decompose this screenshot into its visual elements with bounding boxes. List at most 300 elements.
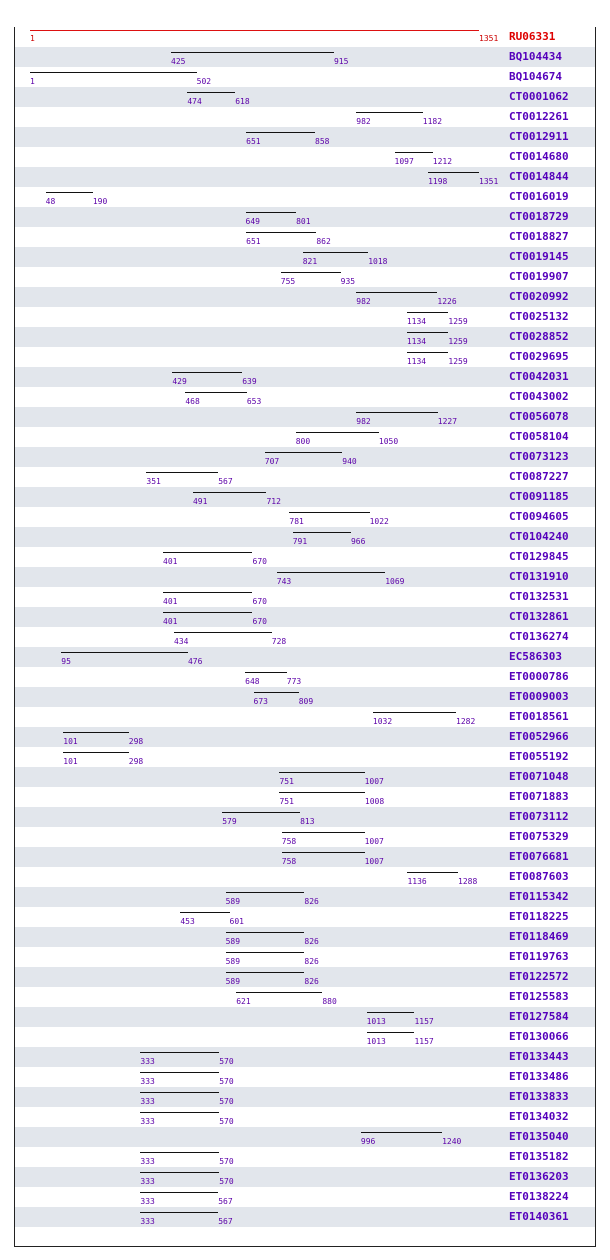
span-end-label: 826	[304, 937, 319, 946]
hit-span-bar	[163, 552, 252, 553]
hit-span-bar	[373, 712, 456, 713]
alignment-row	[15, 67, 595, 87]
accession-link[interactable]: ET0073112	[509, 810, 569, 823]
span-end-label: 1157	[414, 1017, 434, 1026]
span-start-label: 434	[174, 637, 189, 646]
alignment-row	[15, 247, 595, 267]
span-start-label: 333	[140, 1097, 155, 1106]
span-end-label: 1351	[479, 34, 499, 43]
span-start-label: 649	[245, 217, 260, 226]
span-end-label: 826	[304, 897, 319, 906]
hit-span-bar	[140, 1212, 218, 1213]
alignment-row	[15, 1107, 595, 1127]
alignment-row	[15, 627, 595, 647]
span-end-label: 1212	[432, 157, 453, 166]
accession-link[interactable]: ET0087603	[509, 870, 569, 883]
accession-link[interactable]: CT0043002	[509, 390, 569, 403]
alignment-row	[15, 707, 595, 727]
hit-span-bar	[407, 872, 458, 873]
span-end-label: 1259	[448, 357, 468, 366]
alignment-row	[15, 427, 595, 447]
span-start-label: 651	[246, 137, 261, 146]
span-start-label: 1	[30, 34, 35, 43]
accession-link[interactable]: ET0133833	[509, 1090, 569, 1103]
hit-span-bar	[367, 1012, 415, 1013]
accession-link[interactable]: CT0129845	[509, 550, 569, 563]
hit-span-bar	[361, 1132, 442, 1133]
hit-span-bar	[172, 372, 242, 373]
alignment-row	[15, 407, 595, 427]
accession-link[interactable]: CT0131910	[509, 570, 569, 583]
accession-link[interactable]: CT0014680	[509, 150, 569, 163]
accession-link[interactable]: CT0132531	[509, 590, 569, 603]
alignment-row	[15, 347, 595, 367]
hit-span-bar	[282, 852, 365, 853]
alignment-row	[15, 327, 595, 347]
span-end-label: 1226	[437, 297, 457, 306]
span-end-label: 1240	[442, 1137, 462, 1146]
span-start-label: 101	[63, 737, 78, 746]
hit-span-bar	[226, 952, 305, 953]
hit-span-bar	[279, 792, 364, 793]
accession-link[interactable]: ET0130066	[509, 1030, 569, 1043]
span-end-label: 813	[300, 817, 315, 826]
span-start-label: 621	[236, 997, 251, 1006]
span-start-label: 758	[281, 837, 297, 846]
span-start-label: 589	[225, 897, 241, 906]
span-start-label: 589	[225, 977, 241, 986]
span-end-label: 858	[315, 137, 330, 146]
span-start-label: 401	[163, 617, 178, 626]
alignment-row	[15, 687, 595, 707]
hit-span-bar	[163, 592, 252, 593]
accession-link[interactable]: CT0042031	[509, 370, 569, 383]
span-end-label: 670	[252, 617, 267, 626]
hit-span-bar	[407, 352, 449, 353]
span-start-label: 982	[356, 297, 371, 306]
accession-link[interactable]: ET0118469	[509, 930, 569, 943]
hit-span-bar	[226, 972, 305, 973]
accession-link[interactable]: ET0071048	[509, 770, 569, 783]
alignment-row	[15, 87, 595, 107]
span-end-label: 712	[266, 497, 281, 506]
hit-span-bar	[222, 812, 300, 813]
span-start-label: 351	[146, 477, 161, 486]
accession-link[interactable]: CT0001062	[509, 90, 569, 103]
span-end-label: 826	[304, 977, 319, 986]
span-end-label: 570	[219, 1177, 234, 1186]
alignment-row	[15, 987, 595, 1007]
accession-link[interactable]: CT0018827	[509, 230, 569, 243]
accession-link[interactable]: CT0025132	[509, 310, 569, 323]
alignment-row	[15, 107, 595, 127]
hit-span-bar	[246, 232, 316, 233]
accession-link[interactable]: CT0012911	[509, 130, 569, 143]
alignment-row	[15, 1027, 595, 1047]
span-end-label: 1288	[458, 877, 478, 886]
accession-link[interactable]: CT0132861	[509, 610, 569, 623]
hit-span-bar	[46, 192, 93, 193]
span-end-label: 670	[252, 557, 267, 566]
span-end-label: 728	[271, 637, 287, 646]
span-end-label: 826	[304, 957, 319, 966]
span-end-label: 1018	[368, 257, 388, 266]
accession-link[interactable]: CT0012261	[509, 110, 569, 123]
hit-span-bar	[174, 632, 272, 633]
hit-span-bar	[226, 932, 305, 933]
alignment-row	[15, 47, 595, 67]
hit-span-bar	[356, 412, 437, 413]
alignment-row	[15, 227, 595, 247]
hit-span-bar	[254, 692, 299, 693]
span-start-label: 589	[225, 957, 241, 966]
alignment-row	[15, 287, 595, 307]
accession-link[interactable]: ET0000786	[509, 670, 569, 683]
alignment-row	[15, 547, 595, 567]
span-start-label: 333	[140, 1077, 155, 1086]
alignment-row	[15, 947, 595, 967]
accession-link[interactable]: CT0014844	[509, 170, 569, 183]
alignment-rows	[0, 27, 610, 1247]
hit-span-bar	[140, 1192, 218, 1193]
accession-link[interactable]: ET0140361	[509, 1210, 569, 1223]
span-start-label: 743	[276, 577, 292, 586]
accession-link[interactable]: CT0091185	[509, 490, 569, 503]
hit-span-bar	[193, 492, 267, 493]
span-end-label: 567	[218, 477, 233, 486]
alignment-row	[15, 147, 595, 167]
hit-span-bar	[63, 752, 129, 753]
span-end-label: 1069	[385, 577, 405, 586]
span-start-label: 800	[295, 437, 311, 446]
span-start-label: 791	[292, 537, 308, 546]
span-start-label: 1013	[366, 1037, 386, 1046]
accession-link[interactable]: CT0073123	[509, 450, 569, 463]
alignment-row	[15, 1127, 595, 1147]
hit-span-bar	[289, 512, 369, 513]
alignment-row	[15, 1087, 595, 1107]
hit-span-bar	[407, 312, 449, 313]
hit-span-bar	[296, 432, 379, 433]
span-start-label: 48	[45, 197, 56, 206]
hit-span-bar	[30, 30, 479, 31]
hit-span-bar	[245, 672, 287, 673]
alignment-row	[15, 1047, 595, 1067]
span-end-label: 1157	[414, 1037, 434, 1046]
span-start-label: 95	[61, 657, 71, 666]
span-start-label: 429	[172, 377, 187, 386]
hit-span-bar	[277, 572, 385, 573]
accession-link[interactable]: ET0138224	[509, 1190, 569, 1203]
accession-link[interactable]: CT0029695	[509, 350, 569, 363]
span-start-label: 1134	[406, 317, 427, 326]
accession-link[interactable]: CT0020992	[509, 290, 569, 303]
span-start-label: 1032	[372, 717, 393, 726]
accession-link[interactable]: ET0075329	[509, 830, 569, 843]
alignment-row	[15, 1167, 595, 1187]
span-end-label: 567	[218, 1217, 233, 1226]
span-start-label: 333	[140, 1117, 155, 1126]
span-end-label: 601	[229, 917, 244, 926]
span-start-label: 1	[30, 77, 35, 86]
span-end-label: 1022	[369, 517, 389, 526]
span-end-label: 1007	[364, 837, 384, 846]
accession-link[interactable]: ET0018561	[509, 710, 569, 723]
hit-span-bar	[282, 832, 365, 833]
accession-link[interactable]: BQ104434	[509, 50, 562, 63]
span-start-label: 1198	[428, 177, 448, 186]
span-start-label: 648	[245, 677, 260, 686]
alignment-row	[15, 127, 595, 147]
span-start-label: 333	[140, 1197, 155, 1206]
hit-span-bar	[395, 152, 433, 153]
hit-span-bar	[246, 132, 315, 133]
span-end-label: 880	[322, 997, 337, 1006]
alignment-row	[15, 647, 595, 667]
span-start-label: 579	[222, 817, 237, 826]
span-start-label: 101	[63, 757, 78, 766]
alignment-row	[15, 367, 595, 387]
hit-span-bar	[367, 1032, 415, 1033]
accession-link[interactable]: ET0135040	[509, 1130, 569, 1143]
span-end-label: 653	[246, 397, 262, 406]
accession-link[interactable]: ET0136203	[509, 1170, 569, 1183]
span-end-label: 570	[219, 1117, 234, 1126]
hit-span-bar	[428, 172, 479, 173]
span-end-label: 1007	[364, 857, 384, 866]
accession-link[interactable]: CT0016019	[509, 190, 569, 203]
span-start-label: 468	[185, 397, 200, 406]
alignment-row	[15, 927, 595, 947]
accession-link[interactable]: ET0071883	[509, 790, 569, 803]
alignment-row	[15, 307, 595, 327]
span-end-label: 1227	[437, 417, 458, 426]
hit-span-bar	[356, 112, 423, 113]
span-start-label: 491	[192, 497, 208, 506]
hit-span-bar	[303, 252, 369, 253]
alignment-row	[15, 267, 595, 287]
span-end-label: 801	[296, 217, 311, 226]
span-end-label: 862	[316, 237, 331, 246]
alignment-row	[15, 1007, 595, 1027]
alignment-row	[15, 507, 595, 527]
span-start-label: 425	[171, 57, 186, 66]
hit-span-bar	[140, 1092, 219, 1093]
alignment-row	[15, 827, 595, 847]
span-start-label: 673	[253, 697, 268, 706]
span-start-label: 333	[140, 1177, 155, 1186]
span-end-label: 476	[187, 657, 203, 666]
hit-span-bar	[246, 212, 297, 213]
accession-link[interactable]: CT0058104	[509, 430, 569, 443]
span-start-label: 1134	[406, 337, 427, 346]
alignment-row	[15, 907, 595, 927]
span-start-label: 751	[279, 777, 294, 786]
alignment-row	[15, 787, 595, 807]
hit-span-bar	[140, 1072, 219, 1073]
span-start-label: 333	[140, 1157, 155, 1166]
accession-link[interactable]: ET0076681	[509, 850, 569, 863]
hit-span-bar	[140, 1052, 219, 1053]
hit-span-bar	[171, 52, 334, 53]
span-start-label: 781	[289, 517, 304, 526]
span-start-label: 996	[360, 1137, 376, 1146]
alignment-row	[15, 567, 595, 587]
alignment-row	[15, 847, 595, 867]
accession-link[interactable]: ET0125583	[509, 990, 569, 1003]
accession-link[interactable]: CT0056078	[509, 410, 569, 423]
hit-span-bar	[407, 332, 449, 333]
reference-accession-link[interactable]: RU06331	[509, 30, 556, 43]
span-start-label: 333	[140, 1217, 155, 1226]
span-end-label: 502	[196, 77, 212, 86]
span-end-label: 190	[92, 197, 108, 206]
alignment-row	[15, 487, 595, 507]
span-end-label: 1259	[448, 337, 468, 346]
span-end-label: 966	[350, 537, 366, 546]
accession-link[interactable]: ET0119763	[509, 950, 569, 963]
span-end-label: 935	[340, 277, 356, 286]
span-start-label: 474	[187, 97, 202, 106]
reference-row	[15, 27, 595, 47]
span-end-label: 570	[219, 1077, 234, 1086]
hit-span-bar	[146, 472, 218, 473]
span-start-label: 651	[246, 237, 261, 246]
accession-link[interactable]: BQ104674	[509, 70, 562, 83]
span-end-label: 670	[252, 597, 267, 606]
span-end-label: 915	[333, 57, 349, 66]
span-start-label: 707	[264, 457, 280, 466]
hit-span-bar	[187, 92, 235, 93]
alignment-row	[15, 727, 595, 747]
accession-link[interactable]: CT0104240	[509, 530, 569, 543]
alignment-row	[15, 807, 595, 827]
hit-span-bar	[163, 612, 252, 613]
span-end-label: 940	[342, 457, 357, 466]
alignment-row	[15, 207, 595, 227]
accession-link[interactable]: CT0028852	[509, 330, 569, 343]
accession-link[interactable]: EC586303	[509, 650, 562, 663]
span-start-label: 821	[302, 257, 318, 266]
hit-span-bar	[140, 1172, 219, 1173]
accession-link[interactable]: ET0052966	[509, 730, 569, 743]
span-end-label: 570	[219, 1097, 234, 1106]
span-start-label: 755	[280, 277, 296, 286]
span-end-label: 1282	[456, 717, 476, 726]
span-end-label: 1351	[479, 177, 499, 186]
alignment-row	[15, 967, 595, 987]
span-start-label: 333	[140, 1057, 155, 1066]
hit-span-bar	[185, 392, 247, 393]
span-end-label: 567	[218, 1197, 233, 1206]
alignment-row	[15, 607, 595, 627]
alignment-row	[15, 747, 595, 767]
accession-link[interactable]: CT0087227	[509, 470, 569, 483]
span-start-label: 1097	[394, 157, 414, 166]
span-end-label: 570	[219, 1057, 234, 1066]
span-start-label: 758	[281, 857, 297, 866]
accession-link[interactable]: CT0094605	[509, 510, 569, 523]
accession-link[interactable]: ET0135182	[509, 1150, 569, 1163]
hit-span-bar	[63, 732, 129, 733]
span-end-label: 809	[298, 697, 314, 706]
span-end-label: 570	[219, 1157, 234, 1166]
span-end-label: 773	[286, 677, 302, 686]
hit-span-bar	[236, 992, 322, 993]
hit-span-bar	[265, 452, 342, 453]
accession-link[interactable]: CT0019145	[509, 250, 569, 263]
span-end-label: 1008	[364, 797, 385, 806]
accession-link[interactable]: ET0115342	[509, 890, 569, 903]
accession-link[interactable]: CT0018729	[509, 210, 569, 223]
alignment-row	[15, 867, 595, 887]
alignment-row	[15, 1147, 595, 1167]
alignment-row	[15, 527, 595, 547]
hit-span-bar	[293, 532, 351, 533]
hit-span-bar	[30, 72, 197, 73]
alignment-row	[15, 447, 595, 467]
alignment-row	[15, 767, 595, 787]
alignment-row	[15, 167, 595, 187]
alignment-row	[15, 1207, 595, 1227]
span-end-label: 1259	[448, 317, 468, 326]
span-end-label: 298	[128, 757, 144, 766]
alignment-row	[15, 587, 595, 607]
hit-span-bar	[61, 652, 188, 653]
accession-link[interactable]: ET0134032	[509, 1110, 569, 1123]
span-start-label: 589	[225, 937, 241, 946]
hit-span-bar	[140, 1152, 219, 1153]
hit-span-bar	[281, 272, 341, 273]
accession-link[interactable]: ET0055192	[509, 750, 569, 763]
span-start-label: 401	[163, 597, 178, 606]
span-end-label: 1007	[364, 777, 384, 786]
hit-span-bar	[180, 912, 229, 913]
accession-link[interactable]: ET0009003	[509, 690, 569, 703]
accession-link[interactable]: CT0136274	[509, 630, 569, 643]
hit-span-bar	[279, 772, 364, 773]
hit-span-bar	[140, 1112, 219, 1113]
span-end-label: 1182	[422, 117, 443, 126]
span-start-label: 401	[163, 557, 178, 566]
span-end-label: 618	[235, 97, 250, 106]
alignment-row	[15, 467, 595, 487]
span-end-label: 298	[128, 737, 144, 746]
hit-span-bar	[356, 292, 437, 293]
span-end-label: 639	[242, 377, 257, 386]
span-start-label: 453	[180, 917, 195, 926]
accession-link[interactable]: ET0127584	[509, 1010, 569, 1023]
alignment-row	[15, 1067, 595, 1087]
span-start-label: 982	[356, 417, 371, 426]
span-start-label: 982	[356, 117, 371, 126]
alignment-row	[15, 1187, 595, 1207]
accession-link[interactable]: ET0122572	[509, 970, 569, 983]
hit-span-bar	[226, 892, 305, 893]
alignment-row	[15, 187, 595, 207]
span-start-label: 1134	[406, 357, 427, 366]
accession-link[interactable]: ET0118225	[509, 910, 569, 923]
span-start-label: 1013	[366, 1017, 386, 1026]
alignment-row	[15, 387, 595, 407]
accession-link[interactable]: ET0133443	[509, 1050, 569, 1063]
alignment-row	[15, 667, 595, 687]
span-start-label: 751	[279, 797, 294, 806]
accession-link[interactable]: CT0019907	[509, 270, 569, 283]
alignment-row	[15, 887, 595, 907]
span-end-label: 1050	[378, 437, 399, 446]
accession-link[interactable]: ET0133486	[509, 1070, 569, 1083]
